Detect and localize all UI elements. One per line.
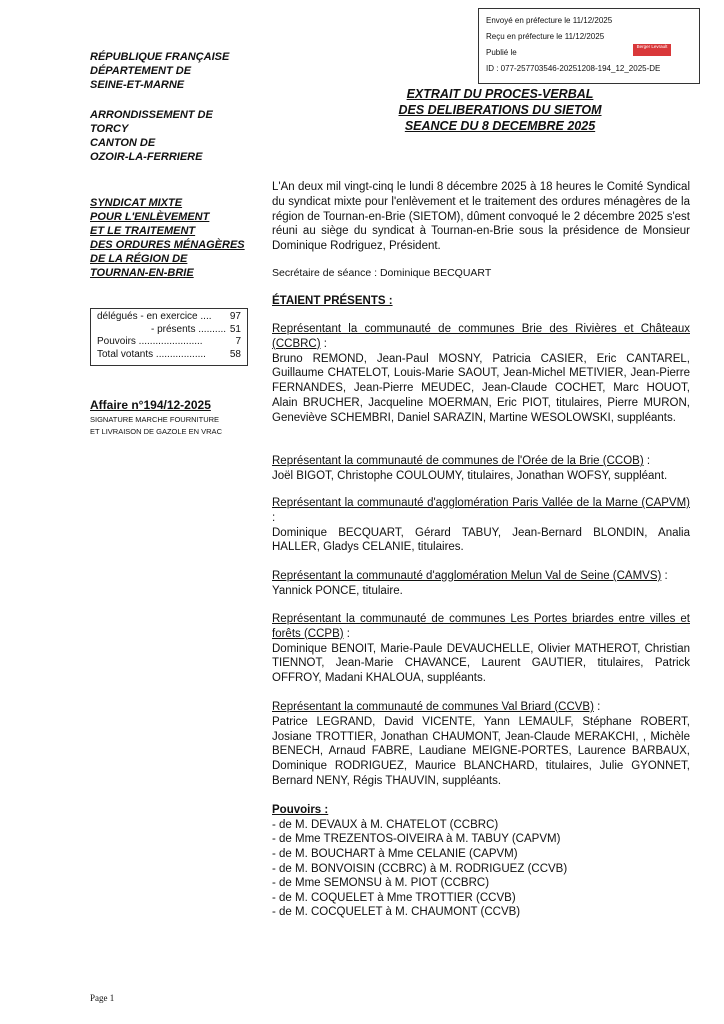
stamp-envoye: Envoyé en préfecture le 11/12/2025: [486, 16, 613, 25]
syndicat-block: [90, 196, 250, 280]
objet-line: SIGNATURE MARCHE FOURNITURE: [90, 415, 220, 424]
presents-label: - présents ..........: [151, 323, 227, 335]
republique-block: [90, 50, 250, 92]
group-members: Joël BIGOT, Christophe COULOUMY, titulaires, Jonathan WOFSY, suppléant.: [272, 469, 668, 482]
pouvoirs-label: Pouvoirs .......................: [97, 336, 203, 347]
group-ccob: [272, 454, 690, 484]
syndicat-line: ET LE TRAITEMENT: [90, 225, 196, 237]
syndicat-line: TOURNAN-EN-BRIE: [90, 267, 194, 279]
total-value: 58: [229, 348, 241, 360]
syndicat-line: DES ORDURES MÉNAGÈRES: [90, 239, 245, 251]
affaire-number: Affaire n°194/12-2025: [90, 398, 211, 412]
delegues-value: 97: [229, 311, 241, 322]
torcy: TORCY: [90, 123, 129, 135]
objet-line: ET LIVRAISON DE GAZOLE EN VRAC: [90, 427, 222, 436]
group-members: Patrice LEGRAND, David VICENTE, Yann LEMAULF, Stéphane ROBERT, Josiane TROTTIER, Jonathan CHAUMONT, Jean-Claude MERAKCHI, , Michèle BENECH, Arnaud FABRE, Laudiane MEIGNE-PORTES, Laurence BARBAUX, Dominique RODRIGUEZ, Maurice BLANCHARD, titulaires, Julie GYONNET, Bernard NENY, Régis THAUVIN, suppléants.: [272, 715, 690, 787]
arrondissement: ARRONDISSEMENT DE: [90, 109, 213, 121]
group-suffix: :: [343, 627, 350, 640]
page-number: Page 1: [90, 993, 115, 1003]
group-heading: Représentant la communauté de communes Brie des Rivières et Châteaux (CCBRC): [272, 323, 690, 350]
group-heading: Représentant la communauté de communes Val Briard (CCVB): [272, 701, 594, 713]
group-camvs: [272, 569, 690, 599]
departement: DÉPARTEMENT DE: [90, 65, 192, 77]
pouvoir-item: - de M. DEVAUX à M. CHATELOT (CCBRC): [272, 818, 499, 831]
syndicat-line: SYNDICAT MIXTE: [90, 197, 183, 209]
stamp-recu: Reçu en préfecture le 11/12/2025: [486, 32, 605, 41]
prefecture-stamp: [478, 8, 700, 84]
group-capvm: [272, 496, 690, 555]
pouvoirs-list: [272, 818, 690, 920]
ozoir: OZOIR-LA-FERRIERE: [90, 151, 203, 163]
syndicat-line: DE LA RÉGION DE: [90, 253, 188, 265]
votes-row: [97, 336, 241, 349]
pouvoir-item: - de M. COQUELET à Mme TROTTIER (CCVB): [272, 891, 516, 904]
intro-paragraph: L'An deux mil vingt-cinq le lundi 8 décembre 2025 à 18 heures le Comité Syndical du syndicat mixte pour l'enlèvement et le traitement des ordures ménagères de la région de Tournan-en-Brie (SIETOM), dûment convoqué le 2 décembre 2025 s'est réuni au siège du syndicat à Tournan-en-Brie sous la présidence de Monsieur Dominique Rodriguez, Président.: [272, 181, 690, 253]
syndicat-line: POUR L'ENLÈVEMENT: [90, 211, 210, 223]
canton: CANTON DE: [90, 137, 156, 149]
group-ccvb: [272, 700, 690, 789]
seine-et-marne: SEINE-ET-MARNE: [90, 79, 185, 91]
affaire-objet: [90, 414, 260, 438]
group-members: Bruno REMOND, Jean-Paul MOSNY, Patricia CASIER, Eric CANTAREL, Guillaume CHATELOT, Louis-Marie SAOUT, Jean-Michel METIVIER, Jean-Pierre FERNANDES, Jean-Pierre MEUDEC, Jean-Claude COCHET, Marc HOUOT, Alain BRUCHER, Jacqueline MOERMAN, Eric PIOT, titulaires, Pierre MURON, Geneviève SCHEMBRI, Daniel SARAZIN, Martine WESOLOWSKI, suppléants.: [272, 352, 690, 424]
group-suffix: :: [272, 511, 276, 524]
pouvoirs-section: [272, 803, 690, 920]
pouvoir-item: - de Mme SEMONSU à M. PIOT (CCBRC): [272, 877, 490, 890]
group-heading: Représentant la communauté de communes de l'Orée de la Brie (CCOB): [272, 455, 644, 467]
votes-row: [97, 324, 241, 337]
presents-heading: ÉTAIENT PRÉSENTS :: [272, 295, 393, 307]
group-ccbrc: [272, 322, 690, 426]
group-suffix: :: [320, 337, 327, 350]
document-title: [380, 86, 620, 134]
title-line: DES DELIBERATIONS DU SIETOM: [398, 103, 602, 117]
group-heading: Représentant la communauté de communes Les Portes briardes entre villes et forêts (CCPB): [272, 613, 690, 640]
votes-row: [97, 349, 241, 362]
arrondissement-block: [90, 108, 250, 164]
group-suffix: :: [661, 570, 668, 582]
presents-value: 51: [229, 323, 241, 335]
group-members: Dominique BENOIT, Marie-Paule DEVAUCHELLE, Olivier MATHEROT, Christian TIENNOT, Jean-Marie CHAVANCE, Laurent GAUTIER, titulaires, Patrick OFFROY, Madani KHALOUA, suppléants.: [272, 642, 690, 685]
pouvoir-item: - de M. BONVOISIN (CCBRC) à M. RODRIGUEZ (CCVB): [272, 862, 568, 875]
group-suffix: :: [593, 701, 601, 713]
group-heading: Représentant la communauté d'agglomération Melun Val de Seine (CAMVS): [272, 570, 662, 582]
group-suffix: :: [643, 455, 651, 467]
stamp-id: ID : 077-257703546-20251208-194_12_2025-DE: [486, 64, 661, 73]
group-ccpb: [272, 612, 690, 686]
pouvoir-item: - de M. BOUCHART à Mme CELANIE (CAPVM): [272, 847, 518, 860]
title-line: EXTRAIT DU PROCES-VERBAL: [406, 87, 594, 101]
republique: RÉPUBLIQUE FRANÇAISE: [90, 51, 230, 63]
logo-text: Berger Levrault: [636, 44, 668, 49]
group-members: Yannick PONCE, titulaire.: [272, 584, 403, 597]
stamp-publie: Publié le: [486, 48, 517, 57]
pouvoir-item: - de Mme TREZENTOS-OIVEIRA à M. TABUY (CAPVM): [272, 833, 561, 846]
group-heading: Représentant la communauté d'agglomération Paris Vallée de la Marne (CAPVM): [272, 497, 690, 509]
pouvoir-item: - de M. COCQUELET à M. CHAUMONT (CCVB): [272, 906, 521, 919]
votes-row: [97, 311, 241, 324]
pouvoirs-heading: Pouvoirs :: [272, 804, 329, 816]
total-label: Total votants ..................: [97, 348, 206, 360]
delegues-label: délégués - en exercice ....: [97, 311, 212, 322]
berger-levrault-logo: [633, 44, 671, 56]
title-line: SEANCE DU 8 DECEMBRE 2025: [404, 119, 596, 133]
secretaire: Secrétaire de séance : Dominique BECQUART: [272, 267, 492, 279]
group-members: Dominique BECQUART, Gérard TABUY, Jean-Bernard BLONDIN, Analia HALLER, Gladys CELANIE, titulaires.: [272, 526, 690, 554]
votes-box: [90, 308, 248, 366]
pouvoirs-value: 7: [235, 336, 241, 347]
